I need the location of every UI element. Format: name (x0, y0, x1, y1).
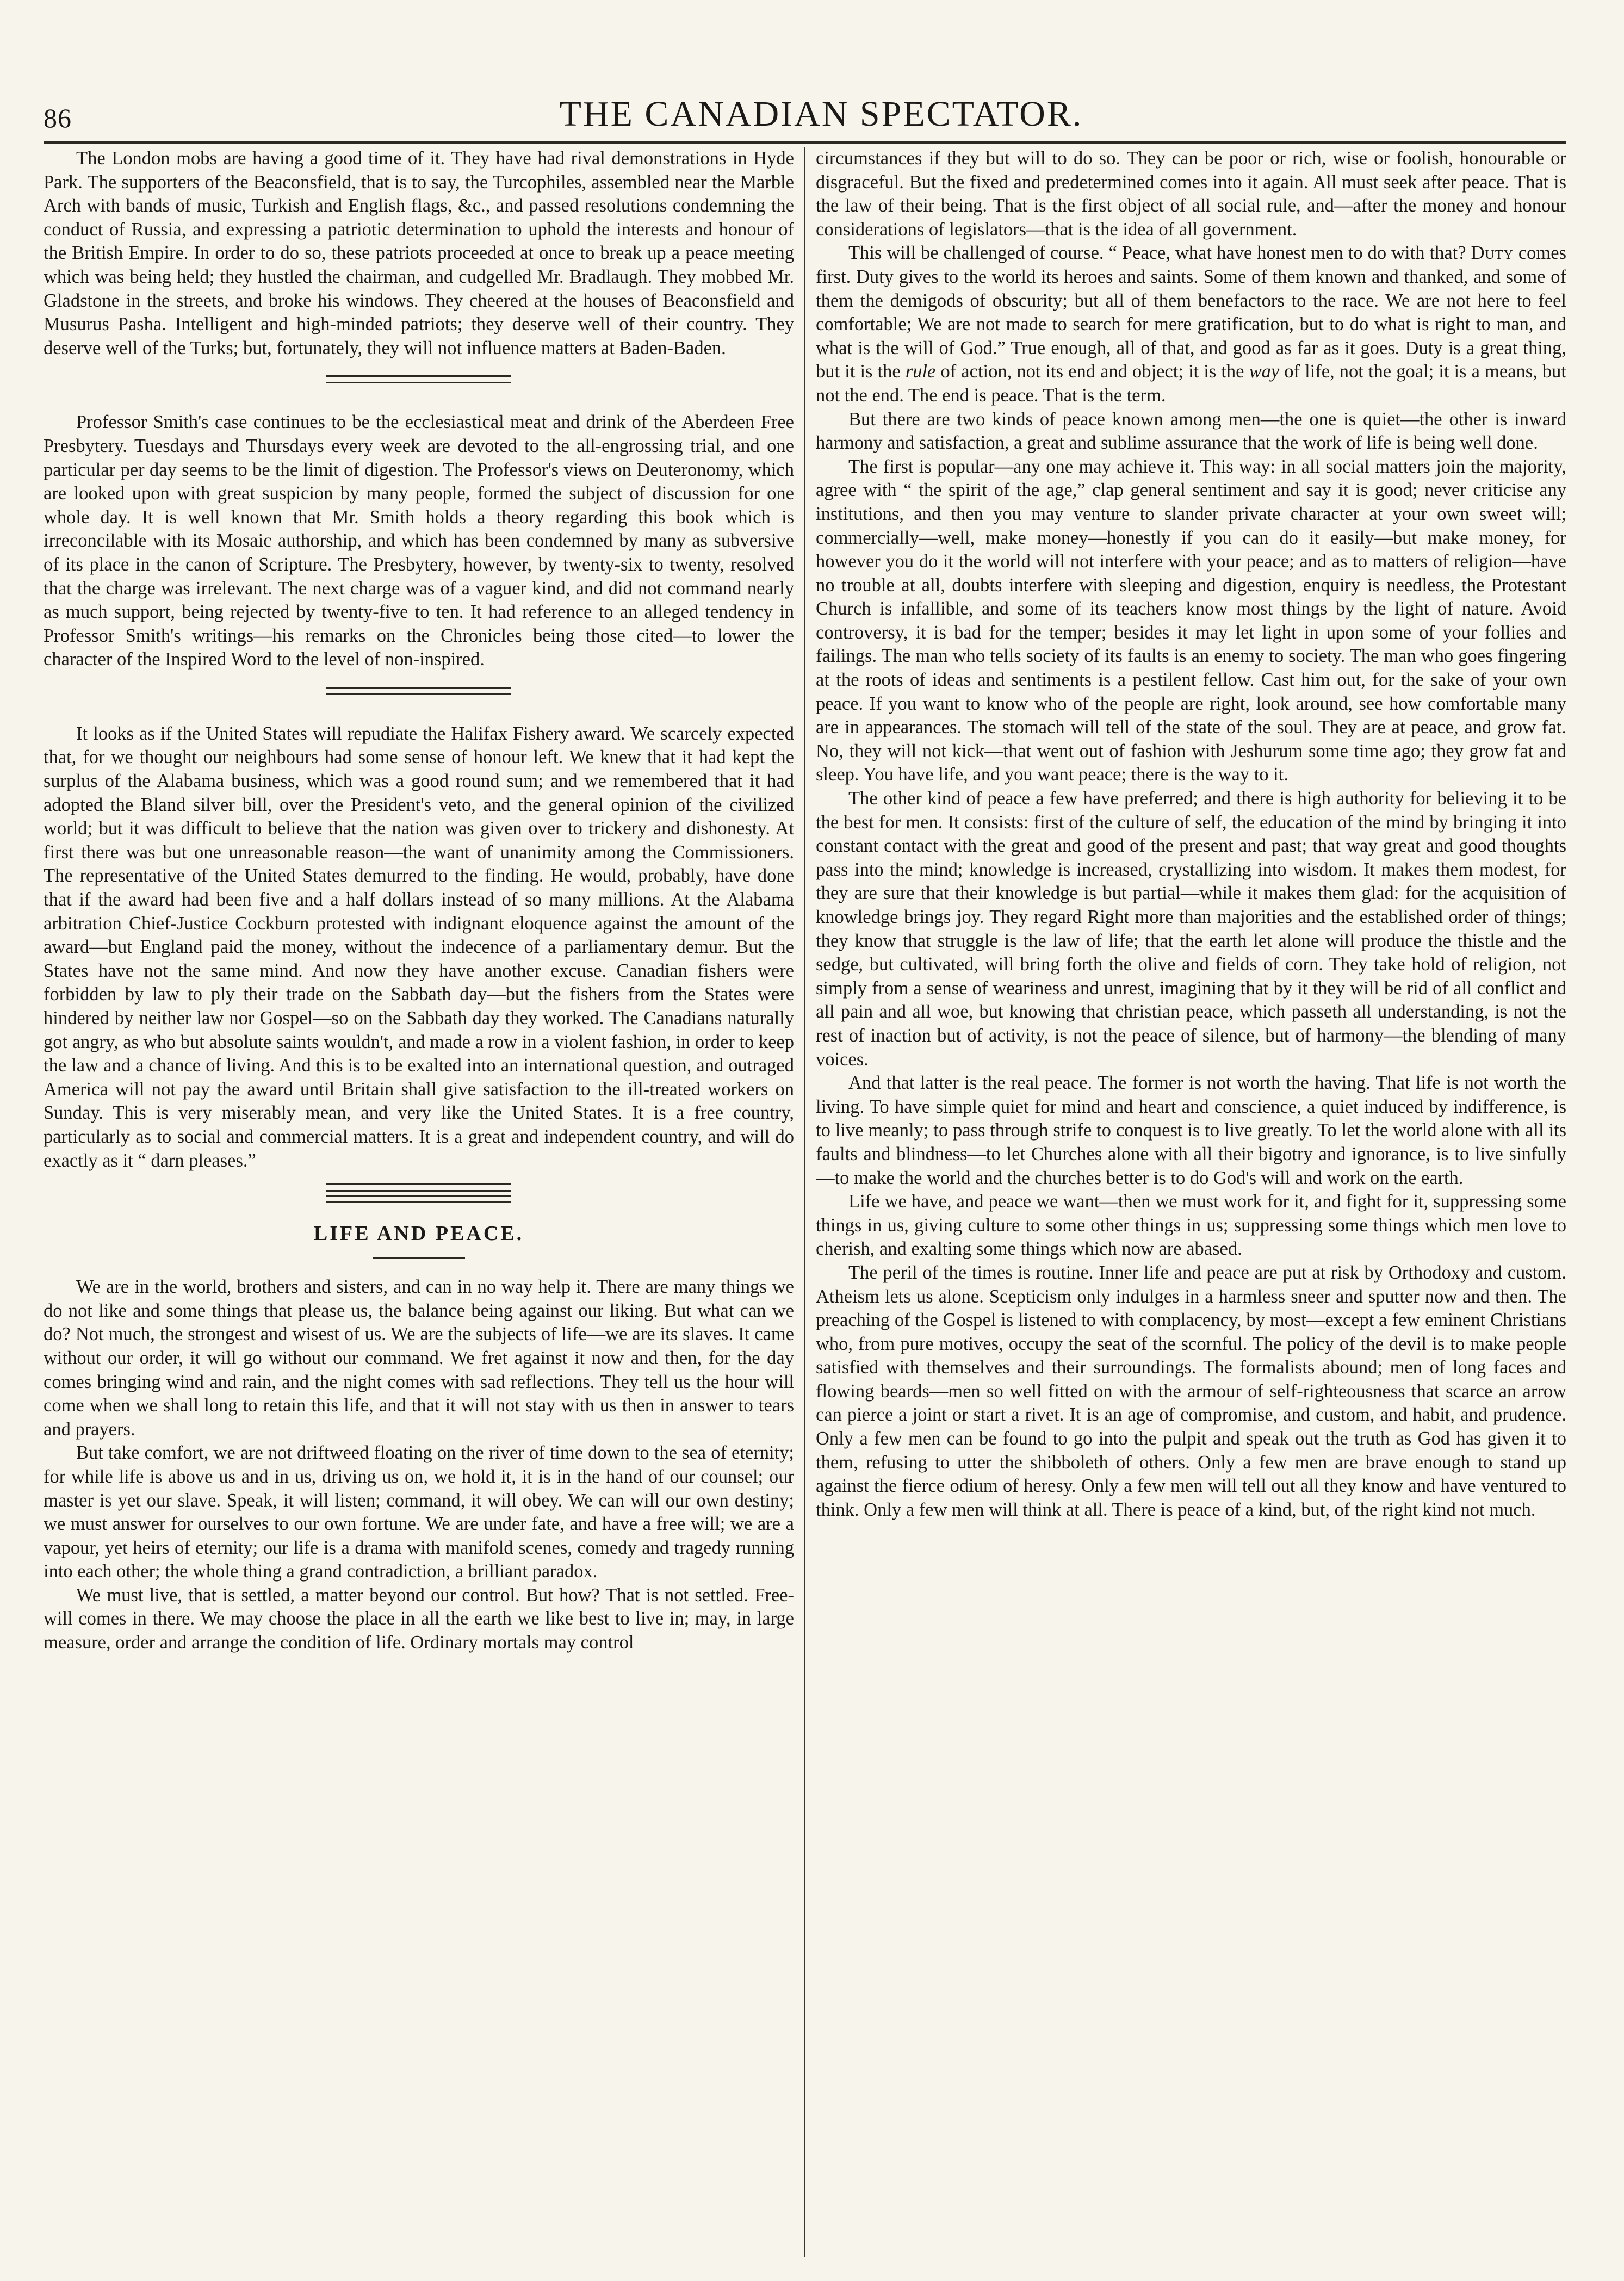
section-divider (326, 687, 511, 695)
right-column (816, 147, 1566, 2268)
life-paragraph: The other kind of peace a few have preferred; and there is high authority for believing it to be the best for men. It consists: first of the culture of self, the education of the mind by bringing it into constant contact with the great and good of the present and past; that way great and good thoughts pass into the mind; knowledge is increased, crystallizing into wisdom. It makes them modest, for they are sure that their knowledge is but partial—while it makes them glad: for the acquisition of knowledge brings joy. They regard Right more than majorities and the established order of things; they know that struggle is the law of life; that the earth let alone will produce the thistle and the sedge, but cultivated, will bring forth the olive and fields of corn. They take hold of religion, not simply from a sense of weariness and unrest, imagining that by it they will be rid of all conflict and all pain and all woe, but knowing that christian peace, which passeth all understanding, is not the rest of inaction but of activity, is not the peace of silence, but of harmony—the blending of many voices. (816, 788, 1566, 1070)
article-london-mobs: The London mobs are having a good time of it. They have had rival demonstrations in Hyde Park. The supporters of the Beaconsfield, that is to say, the Turcophiles, assembled near the Marble Arch with bands of music, Turkish and English flags, &c., and passed resolutions condemning the conduct of Russia, and expressing a patriotic determination to uphold the interests and honour of the British Empire. In order to do so, these patriots proceeded at once to break up a peace meeting which was being held; they hustled the chairman, and cudgelled Mr. Bradlaugh. They mobbed Mr. Gladstone in the streets, and broke his windows. They cheered at the houses of Beaconsfield and Musurus Pasha. Intelligent and high-minded patriots; they deserve well of their country. They deserve well of the Turks; but, fortunately, they will not influence matters at Baden-Baden. (44, 148, 794, 358)
article-professor-smith: Professor Smith's case continues to be the ecclesiastical meat and drink of the Aberdeen Free Presbytery. Tuesdays and Thursdays every week are devoted to the all-engrossing trial, and one particular per day seems to be the limit of digestion. The Professor's views on Deuteronomy, which are looked upon with great suspicion by many people, formed the subject of discussion for one whole day. It is well known that Mr. Smith holds a theory regarding this book which is irreconcilable with its Mosaic authorship, and which has been condemned by many as subversive of its place in the canon of Scripture. The Presbytery, however, by twenty-six to twenty, resolved that the charge was irrelevant. The next charge was of a vaguer kind, and did not command nearly as much support, being rejected by twenty-five to ten. It had reference to an alleged tendency in Professor Smith's writings—his remarks on the Chronicles being those cited—to lower the character of the Inspired Word to the level of non-inspired. (44, 412, 794, 670)
page-number: 86 (44, 103, 72, 133)
section-divider (326, 375, 511, 383)
heading-rule (373, 1257, 465, 1259)
left-column (44, 147, 794, 2268)
life-paragraph: We must live, that is settled, a matter beyond our control. But how? That is not settled. Free-will comes in there. We may choose the place in all the earth we like best to live in; may, in large measure, order and arrange the condition of life. Ordinary mortals may control (44, 1584, 794, 1653)
masthead (44, 76, 1566, 144)
life-paragraph: Life we have, and peace we want—then we must work for it, and fight for it, suppressing some things in us, giving culture to some other things in us; suppressing some things which men love to cherish, and exalting some things which now are abased. (816, 1191, 1566, 1260)
column-rule (804, 147, 805, 2257)
life-paragraph: The peril of the times is routine. Inner life and peace are put at risk by Orthodoxy and custom. Atheism lets us alone. Scepticism only indulges in a harmless sneer and sputter now and then. The preaching of the Gospel is listened to with complacency, by most—except a few eminent Christians who, from pure motives, occupy the seat of the scornful. The policy of the devil is to make people satisfied with themselves and their surroundings. The formalists abound; men of long faces and flowing beards—men so well fitted on with the armour of self-righteousness that scarce an arrow can pierce a joint or start a rivet. It is an age of compromise, and custom, and habit, and prudence. Only a few men can be found to go into the pulpit and speak out the truth as God has given it to them, refusing to utter the shibboleth of others. Only a few men are brave enough to stand up against the fierce odium of heresy. Only a few men will tell out all they know and have ventured to think. Only a few men will think at all. There is peace of a kind, but, of the right kind not much. (816, 1262, 1566, 1520)
life-paragraph: But there are two kinds of peace known among men—the one is quiet—the other is inward harmony and satisfaction, a great and sublime assurance that the work of life is being well done. (816, 408, 1566, 454)
journal-title: THE CANADIAN SPECTATOR. (559, 94, 1083, 134)
life-paragraph: But take comfort, we are not driftweed floating on the river of time down to the sea of eternity; for while life is above us and in us, driving us on, we hold it, it is in the hand of our counsel; our master is yet our slave. Speak, it will listen; command, it will obey. We can will our own destiny; we must answer for ourselves to our own fortune. We are under fate, and have a free will; we are a vapour, yet heirs of eternity; our life is a drama with manifold scenes, comedy and tragedy running into each other; the whole thing a grand contradiction, a brilliant paradox. (44, 1442, 794, 1582)
life-paragraph-continued: circumstances if they but will to do so. They can be poor or rich, wise or foolish, honourable or disgraceful. But the fixed and predetermined comes into it again. All must seek after peace. That is the law of their being. That is the first object of all social rule, and—after the money and honour considerations of legislators—that is the idea of all government. (816, 148, 1566, 240)
section-heading: LIFE AND PEACE. (313, 1222, 524, 1245)
article-columns (44, 147, 1566, 2268)
life-paragraph: We are in the world, brothers and sisters, and can in no way help it. There are many things we do not like and some things that please us, the balance being against our liking. But what can we do? Not much, the strongest and wisest of us. We are the subjects of life—we are its slaves. It came without our order, it will go without our command. We fret against it now and then, for the day comes bringing wind and rain, and the night comes with sad reflections. They tell us the hour will come when we shall long to retain this life, and that it will not stay with us then in answer to tears and prayers. (44, 1276, 794, 1440)
heavy-divider (326, 1183, 511, 1203)
life-paragraph: The first is popular—any one may achieve it. This way: in all social matters join the majority, agree with “ the spirit of the age,” clap general sentiment and say it is good; never criticise any institutions, and then you may venture to slander private character at your own sweet will; commercially—well, make money—honestly if you can do it easily—but make money, for however you do it the world will not interfere with your peace; and as to matters of religion—have no trouble at all, doubts interfere with sleeping and digestion, enquiry is needless, the Protestant Church is infallible, and some of its teachers know most things by the light of nature. Avoid controversy, it is bad for the temper; besides it may let light in upon some of your follies and failings. The man who tells society of its faults is an enemy to society. The man who goes fingering at the roots of ideas and sentiments is a pestilent fellow. Cast him out, for the sake of your own peace. If you want to know who of the people are right, look around, see how comfortable many are in appearances. The stomach will tell of the state of the soul. They are at peace, and grow fat. No, they will not kick—that went out of fashion with Jeshurum some time ago; they grow fat and sleep. You have life, and you want peace; there is the way to it. (816, 456, 1566, 785)
life-paragraph-duty: This will be challenged of course. “ Peace, what have honest men to do with that? Duty comes first. Duty gives to the world its heroes and saints. Some of them known and thanked, and some of them the demigods of obscurity; but all of them benefactors to the race. We are not here to feel comfortable; We are not made to search for mere gratification, but to do what is right to man, and what is the will of God.” True enough, all of that, and good as far as it goes. Duty is a great thing, but it is the rule of action, not its end and object; it is the way of life, not the goal; it is a means, but not the end. The end is peace. That is the term. (816, 243, 1566, 406)
article-halifax-fishery: It looks as if the United States will repudiate the Halifax Fishery award. We scarcely expected that, for we thought our neighbours had some sense of honour left. We knew that it had kept the surplus of the Alabama business, which was a good round sum; and we remembered that it had adopted the Bland silver bill, over the President's veto, and the general opinion of the civilized world; but it was difficult to believe that the nation was given over to trickery and dishonesty. At first there was but one unreasonable reason—the want of unanimity among the Commissioners. The representative of the United States demurred to the finding. He would, probably, have done that if the award had been five and a half dollars instead of so many millions. At the Alabama arbitration Chief-Justice Cockburn protested with indignant eloquence against the amount of the award—but England paid the money, without the indecence of a parliamentary demur. But the States have not the same mind. And now they have another excuse. Canadian fishers were forbidden by law to ply their trade on the Sabbath day—but the fishers from the States were hindered by neither law nor Gospel—so on the Sabbath day they worked. The Canadians naturally got angry, as who but absolute saints wouldn't, and made a row in a violent fashion, in order to keep the law and a chance of living. And this is to be exalted into an international question, and outraged America will not pay the award until Britain shall give satisfaction to the ill-treated workers on Sunday. This is very miserably mean, and very like the United States. It is a free country, particularly as to social and commercial matters. It is a great and independent country, and will do exactly as it “ darn pleases.” (44, 723, 794, 1171)
life-paragraph: And that latter is the real peace. The former is not worth the having. That life is not worth the living. To have simple quiet for mind and heart and conscience, a quiet induced by indifference, is to live meanly; to pass through strife to conquest is to live greatly. To let the world alone with all its faults and blindness—to let Churches alone with all their bigotry and ignorance, is to live sinfully—to make the world and the churches better is to do God's will and work on the earth. (816, 1073, 1566, 1188)
